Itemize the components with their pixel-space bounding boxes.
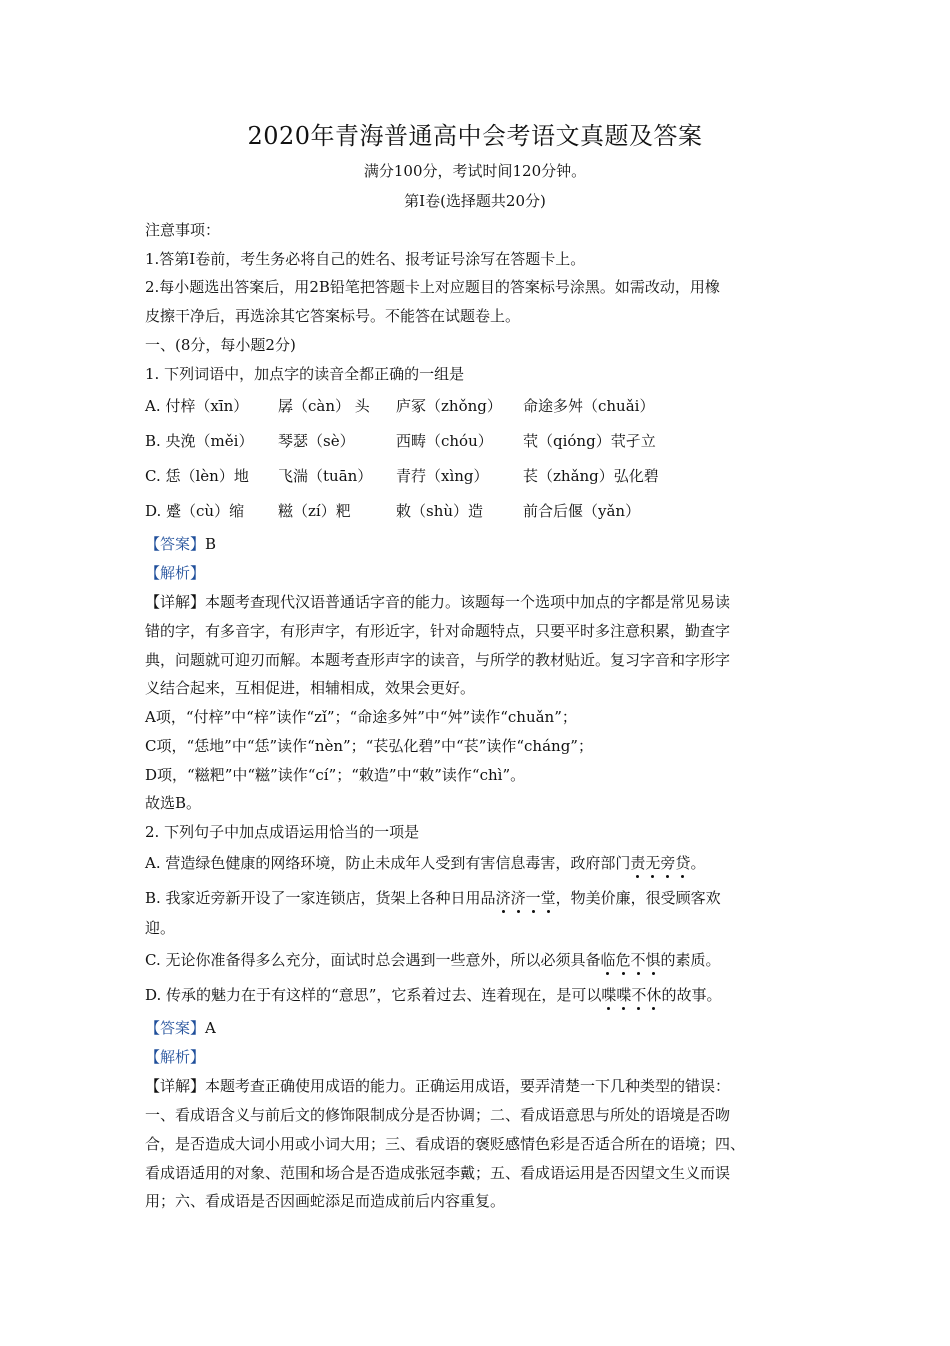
q2-option-d	[145, 985, 721, 1005]
analysis-label	[145, 563, 205, 583]
dotted-char: 一	[525, 889, 541, 907]
answer-label: 【答案】	[145, 535, 206, 553]
option-item: 糍（zí）粑	[278, 502, 351, 520]
detail-line: 看成语适用的对象、范围和场合是否造成张冠李戴；五、看成语运用是否因望文生义而误	[145, 1164, 731, 1182]
question-2-stem: 2. 下列句子中加点成语运用恰当的一项是	[145, 823, 420, 841]
dotted-char: 喋	[601, 986, 617, 1004]
detail-line: 用；六、看成语是否因画蛇添足而造成前后内容重复。	[145, 1192, 506, 1210]
dotted-char: 喋	[616, 986, 632, 1004]
option-item: 庐冢（zhǒng）	[396, 397, 502, 415]
option-item: 孱（càn） 头	[278, 397, 370, 415]
exam-meta: 满分100分，考试时间120分钟。	[363, 162, 587, 180]
option-text: C. 无论你准备得多么充分，面试时总会遇到一些意外，所以必须具备	[145, 951, 601, 969]
section-heading: 一、(8分，每小题2分)	[145, 336, 296, 354]
option-item: 命途多舛（chuǎi）	[523, 397, 655, 415]
detail-text: 本题考查正确使用成语的能力。正确运用成语，要弄清楚一下几种类型的错误：	[205, 1077, 731, 1095]
detail-line: A项，“付梓”中“梓”读作“zǐ”；“命途多舛”中“舛”读作“chuǎn”；	[145, 708, 577, 726]
option-item: 琴瑟（sè）	[278, 432, 355, 450]
option-item: 前合后偃（yǎn）	[523, 502, 641, 520]
detail-line: 典，问题就可迎刃而解。本题考查形声字的读音，与所学的教材贴近。复习字音和字形字	[145, 651, 731, 669]
dotted-char: 济	[495, 889, 511, 907]
q2-option-b	[145, 888, 721, 908]
q1-option-a	[0, 395, 950, 415]
dotted-char: 休	[646, 986, 662, 1004]
detail-line: 一、看成语含义与前后文的修饰限制成分是否协调；二、看成语意思与所处的语境是否吻	[145, 1106, 731, 1124]
detail-line: 合，是否造成大词小用或小词大用；三、看成语的褒贬感情色彩是否适合所在的语境；四、	[145, 1135, 746, 1153]
detail-label: 【详解】	[145, 593, 206, 611]
option-item: 苌（zhǎng）弘化碧	[523, 467, 659, 485]
q2-option-b-cont: 迎。	[145, 919, 176, 937]
dotted-char: 临	[600, 951, 616, 969]
detail-line: 故选B。	[145, 794, 202, 812]
option-item: 敕（shù）造	[396, 502, 484, 520]
option-item: 青荇（xìng）	[396, 467, 489, 485]
answer-line	[145, 534, 216, 554]
option-text: 的故事。	[661, 986, 722, 1004]
dotted-char: 惧	[645, 951, 661, 969]
dotted-char: 堂	[540, 889, 556, 907]
analysis-label-text: 【解析】	[145, 1048, 206, 1066]
answer-label: 【答案】	[145, 1019, 206, 1037]
q2-option-a	[145, 853, 705, 873]
option-item: A. 付梓（xīn）	[145, 397, 249, 415]
dotted-idiom	[600, 951, 660, 969]
option-text: ，物美价廉，很受顾客欢	[555, 889, 721, 907]
notes-heading: 注意事项：	[145, 221, 221, 239]
analysis-label	[145, 1047, 205, 1067]
detail-label: 【详解】	[145, 1077, 206, 1095]
dotted-char: 济	[510, 889, 526, 907]
dotted-idiom	[496, 889, 556, 907]
option-text: D. 传承的魅力在于有这样的“意思”，它系着过去、连着现在，是可以	[145, 986, 602, 1004]
dotted-char: 无	[645, 854, 661, 872]
note-line: 2.每小题选出答案后，用2B铅笔把答题卡上对应题目的答案标号涂黑。如需改动，用橡	[145, 278, 720, 296]
option-item: 西畴（chóu）	[396, 432, 493, 450]
option-item: D. 蹙（cù）缩	[145, 502, 245, 520]
detail-line: 错的字，有多音字，有形声字，有形近字，针对命题特点，只要平时多注意积累，勤查字	[145, 622, 731, 640]
detail-line	[145, 592, 730, 612]
dotted-char: 不	[631, 986, 647, 1004]
volume-heading: 第Ⅰ卷(选择题共20分)	[404, 192, 546, 210]
analysis-label-text: 【解析】	[145, 564, 206, 582]
answer-value: A	[205, 1019, 216, 1037]
option-item: 飞湍（tuān）	[278, 467, 373, 485]
detail-line: D项，“糍粑”中“糍”读作“cí”；“敕造”中“敕”读作“chì”。	[145, 766, 526, 784]
detail-text: 本题考查现代汉语普通话字音的能力。该题每一个选项中加点的字都是常见易读	[205, 593, 731, 611]
answer-line	[145, 1018, 216, 1038]
option-item: 茕（qióng）茕孑立	[523, 432, 656, 450]
page-title: 2020年青海普通高中会考语文真题及答案	[247, 122, 703, 150]
dotted-char: 旁	[660, 854, 676, 872]
dotted-char: 不	[630, 951, 646, 969]
detail-line: C项，“恁地”中“恁”读作“nèn”；“苌弘化碧”中“苌”读作“cháng”；	[145, 737, 593, 755]
dotted-idiom	[630, 854, 690, 872]
detail-line	[145, 1076, 730, 1096]
option-item: B. 央浼（měi）	[145, 432, 254, 450]
note-line: 皮擦干净后，再选涂其它答案标号。不能答在试题卷上。	[145, 307, 521, 325]
question-1-stem: 1. 下列词语中，加点字的读音全都正确的一组是	[145, 365, 465, 383]
option-text: A. 营造绿色健康的网络环境，防止未成年人受到有害信息毒害，政府部门	[145, 854, 631, 872]
option-text: 。	[690, 854, 706, 872]
q2-option-c	[145, 950, 721, 970]
detail-line: 义结合起来，互相促进，相辅相成，效果会更好。	[145, 679, 476, 697]
dotted-char: 危	[615, 951, 631, 969]
dotted-char: 贷	[675, 854, 691, 872]
q1-option-b	[0, 430, 950, 450]
q1-option-c	[0, 465, 950, 485]
dotted-idiom	[601, 986, 661, 1004]
answer-value: B	[205, 535, 217, 553]
note-line: 1.答第Ⅰ卷前，考生务必将自己的姓名、报考证号涂写在答题卡上。	[145, 250, 586, 268]
option-text: B. 我家近旁新开设了一家连锁店，货架上各种日用品	[145, 889, 496, 907]
option-text: 的素质。	[660, 951, 721, 969]
dotted-char: 责	[630, 854, 646, 872]
q1-option-d	[0, 500, 950, 520]
option-item: C. 恁（lèn）地	[145, 467, 249, 485]
